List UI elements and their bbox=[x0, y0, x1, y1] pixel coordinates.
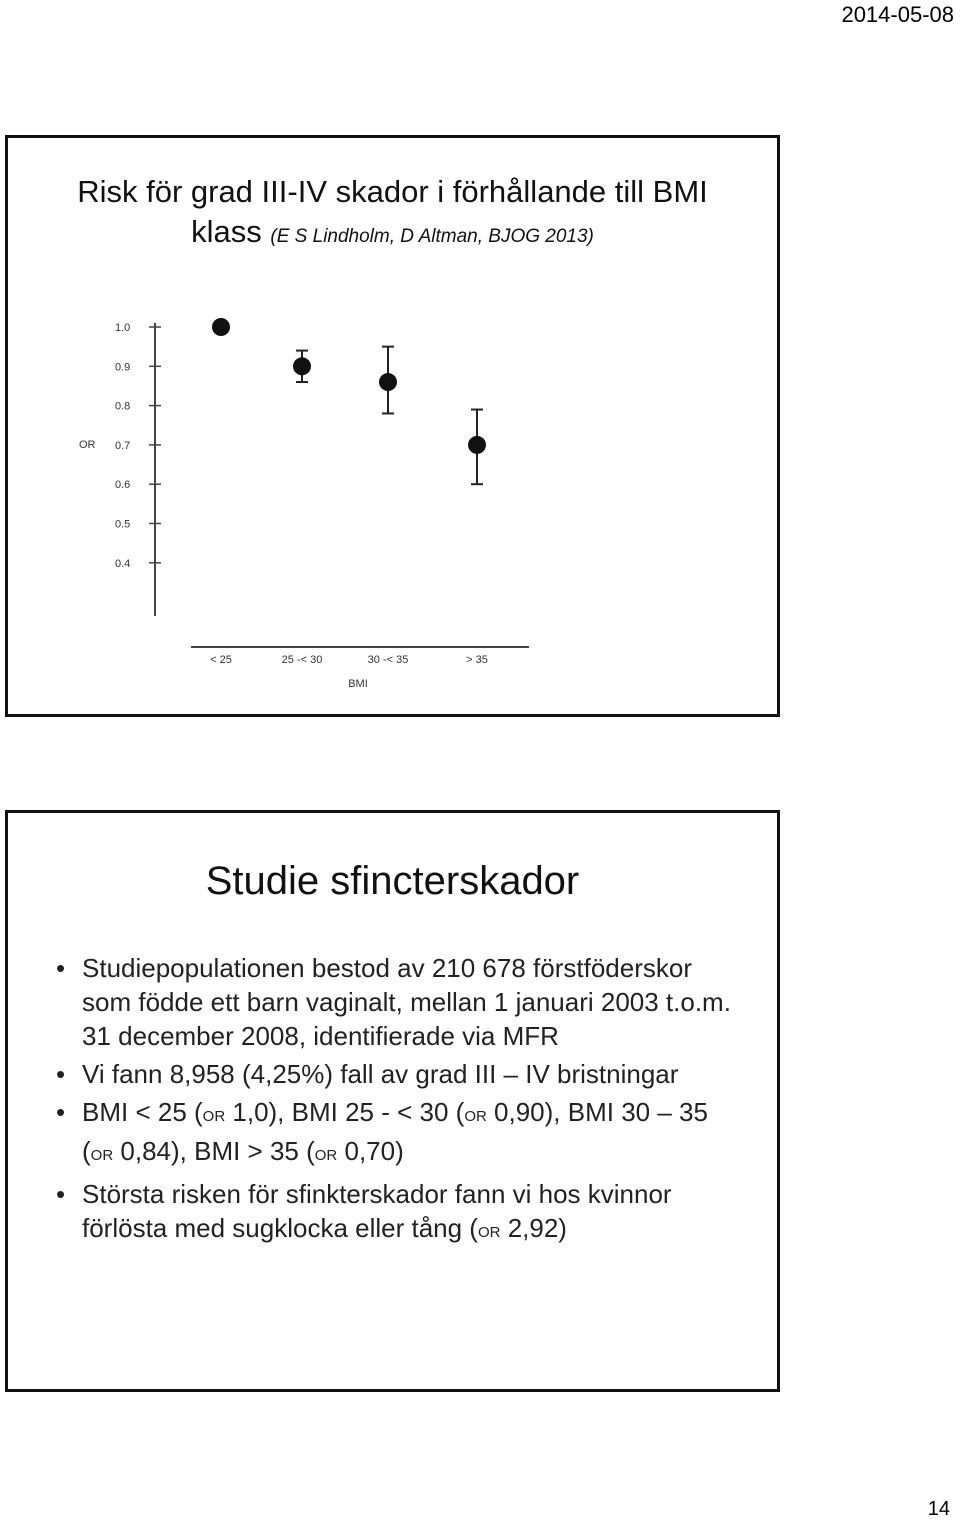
or-abbrev: OR bbox=[202, 1108, 226, 1125]
data-point bbox=[379, 373, 397, 391]
bullet3-text-a: BMI < 25 ( bbox=[82, 1097, 203, 1127]
bullet3-text-b: 1,0), BMI 25 - < 30 ( bbox=[225, 1097, 465, 1127]
data-point bbox=[212, 318, 230, 336]
y-tick-label: 0.6 bbox=[115, 479, 131, 492]
y-tick-label: 0.8 bbox=[115, 400, 131, 413]
slide1-title-line2-main: klass bbox=[191, 214, 262, 249]
y-axis-label: OR bbox=[79, 439, 96, 451]
slide-study-summary bbox=[5, 810, 780, 1392]
bullet4-text-a: Största risken för sfinkterskador fann vi hos kvinnor förlösta med sugklocka eller tång ( bbox=[82, 1179, 672, 1243]
x-tick-label: > 35 bbox=[466, 654, 488, 666]
bullet-cases-found: • Vi fann 8,958 (4,25%) fall av grad III – IV bristningar bbox=[56, 1057, 746, 1091]
header-date: 2014-05-08 bbox=[841, 2, 954, 27]
bullet3-text-d: 0,84), BMI > 35 ( bbox=[113, 1136, 315, 1166]
or-abbrev: OR bbox=[314, 1147, 338, 1164]
data-point bbox=[468, 436, 486, 454]
x-tick-label: < 25 bbox=[210, 654, 232, 666]
summary-bullets bbox=[56, 951, 746, 1254]
bullet-study-population: • Studiepopulationen bestod av 210 678 förstföderskor som födde ett barn vaginalt, mellan 1 januari 2003 t.o.m. 31 december 2008, identifierade via MFR bbox=[56, 951, 746, 1053]
y-tick-label: 0.7 bbox=[115, 439, 131, 452]
y-tick-label: 0.9 bbox=[115, 361, 131, 374]
slide1-title bbox=[8, 172, 777, 257]
slide1-citation: (E S Lindholm, D Altman, BJOG 2013) bbox=[270, 226, 594, 247]
x-tick-label: 25 -< 30 bbox=[281, 654, 323, 666]
bullet-bmi-or-values bbox=[56, 1095, 746, 1173]
data-point bbox=[293, 357, 311, 375]
x-axis-label: BMI bbox=[348, 678, 368, 690]
slide2-title: Studie sfincterskador bbox=[205, 859, 580, 903]
slide-bmi-risk-chart bbox=[5, 135, 780, 717]
data-points bbox=[212, 318, 486, 484]
bullet3-text-e: 0,70) bbox=[337, 1136, 404, 1166]
y-tick-label: 0.4 bbox=[115, 557, 131, 570]
or-bmi-chart bbox=[63, 303, 563, 708]
page-number: 14 bbox=[927, 1498, 950, 1520]
y-tick-label: 1.0 bbox=[115, 322, 131, 334]
or-abbrev: OR bbox=[477, 1224, 501, 1241]
or-abbrev: OR bbox=[464, 1108, 487, 1125]
or-abbrev: OR bbox=[90, 1147, 114, 1164]
bullet3-text-c: 0,90), BMI 30 – 35 ( bbox=[82, 1097, 708, 1166]
x-ticks bbox=[210, 654, 488, 666]
bullet4-text-b: 2,92) bbox=[500, 1213, 567, 1243]
y-tick-label: 0.5 bbox=[115, 518, 131, 531]
slide1-title-line1: Risk för grad III-IV skador i förhållande till BMI bbox=[77, 174, 708, 209]
x-tick-label: 30 -< 35 bbox=[367, 654, 409, 666]
slide1-title-line2 bbox=[8, 212, 777, 257]
bullet-highest-risk bbox=[56, 1177, 746, 1250]
chart-svg bbox=[63, 303, 563, 703]
